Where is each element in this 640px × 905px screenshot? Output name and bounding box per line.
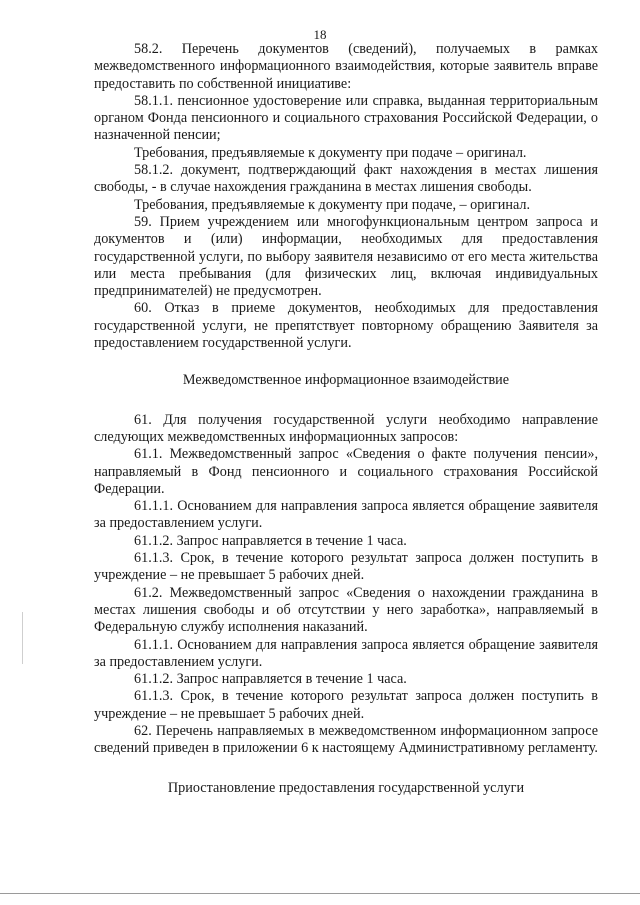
paragraph-61-1-1-a: 61.1.1. Основанием для направления запроса является обращение заявителя за предоставлением услуги.	[94, 498, 598, 532]
paragraph-61-1-1-b: 61.1.1. Основанием для направления запроса является обращение заявителя за предоставлением услуги.	[94, 636, 598, 670]
section-heading-suspension: Приостановление предоставления государственной услуги	[167, 779, 525, 796]
paragraph-61-1: 61.1. Межведомственный запрос «Сведения о факте получения пенсии», направляемый в Фонд пенсионного и социального страхования Российской Федерации.	[94, 446, 598, 497]
scan-artifact-mark	[22, 612, 23, 664]
paragraph-requirements-2: Требования, предъявляемые к документу при подаче, – оригинал.	[134, 196, 531, 213]
paragraph-requirements-1: Требования, предъявляемые к документу при подаче – оригинал.	[134, 144, 527, 161]
page-number: 18	[313, 27, 327, 42]
section-heading-interagency: Межведомственное информационное взаимодействие	[182, 372, 510, 389]
paragraph-61-2: 61.2. Межведомственный запрос «Сведения о нахождении гражданина в местах лишения свободы и об отсутствии у него заработка», направляемый в Федеральную службу исполнения наказаний.	[94, 584, 598, 636]
paragraph-58-2: 58.2. Перечень документов (сведений), получаемых в рамках межведомственного информационного взаимодействия, которые заявитель вправе предоставить по собственной инициативе:	[94, 41, 598, 92]
paragraph-61-1-3-b: 61.1.3. Срок, в течение которого результат запроса должен поступить в учреждение – не превышает 5 рабочих дней.	[94, 688, 598, 722]
paragraph-59: 59. Прием учреждением или многофункциональным центром запроса и документов и (или) информации, необходимых для предоставления государственной услуги, по выбору заявителя независимо от его места жительства или места пребывания (для физических лиц, включая индивидуальных предпринимателей) не предусмотрен.	[94, 213, 598, 300]
document-body	[94, 41, 598, 797]
paragraph-61-1-3-a: 61.1.3. Срок, в течение которого результат запроса должен поступить в учреждение – не превышает 5 рабочих дней.	[94, 550, 598, 584]
paragraph-61-1-2-b: 61.1.2. Запрос направляется в течение 1 часа.	[134, 671, 407, 688]
paragraph-61: 61. Для получения государственной услуги необходимо направление следующих межведомственных информационных запросов:	[94, 411, 598, 445]
paragraph-58-1-1: 58.1.1. пенсионное удостоверение или справка, выданная территориальным органом Фонда пенсионного и социального страхования Российской Федерации, о назначенной пенсии;	[94, 92, 598, 144]
paragraph-58-1-2: 58.1.2. документ, подтверждающий факт нахождения в местах лишения свободы, - в случае нахождения гражданина в местах лишения свободы.	[94, 162, 598, 196]
paragraph-61-1-2-a: 61.1.2. Запрос направляется в течение 1 часа.	[134, 532, 407, 549]
paragraph-62: 62. Перечень направляемых в межведомственном информационном запросе сведений приведен в приложении 6 к настоящему Административному регламенту.	[94, 722, 598, 757]
scan-edge-line	[0, 893, 640, 894]
paragraph-60: 60. Отказ в приеме документов, необходимых для предоставления государственной услуги, не препятствует повторному обращению Заявителя за предоставлением государственной услуги.	[94, 300, 598, 352]
